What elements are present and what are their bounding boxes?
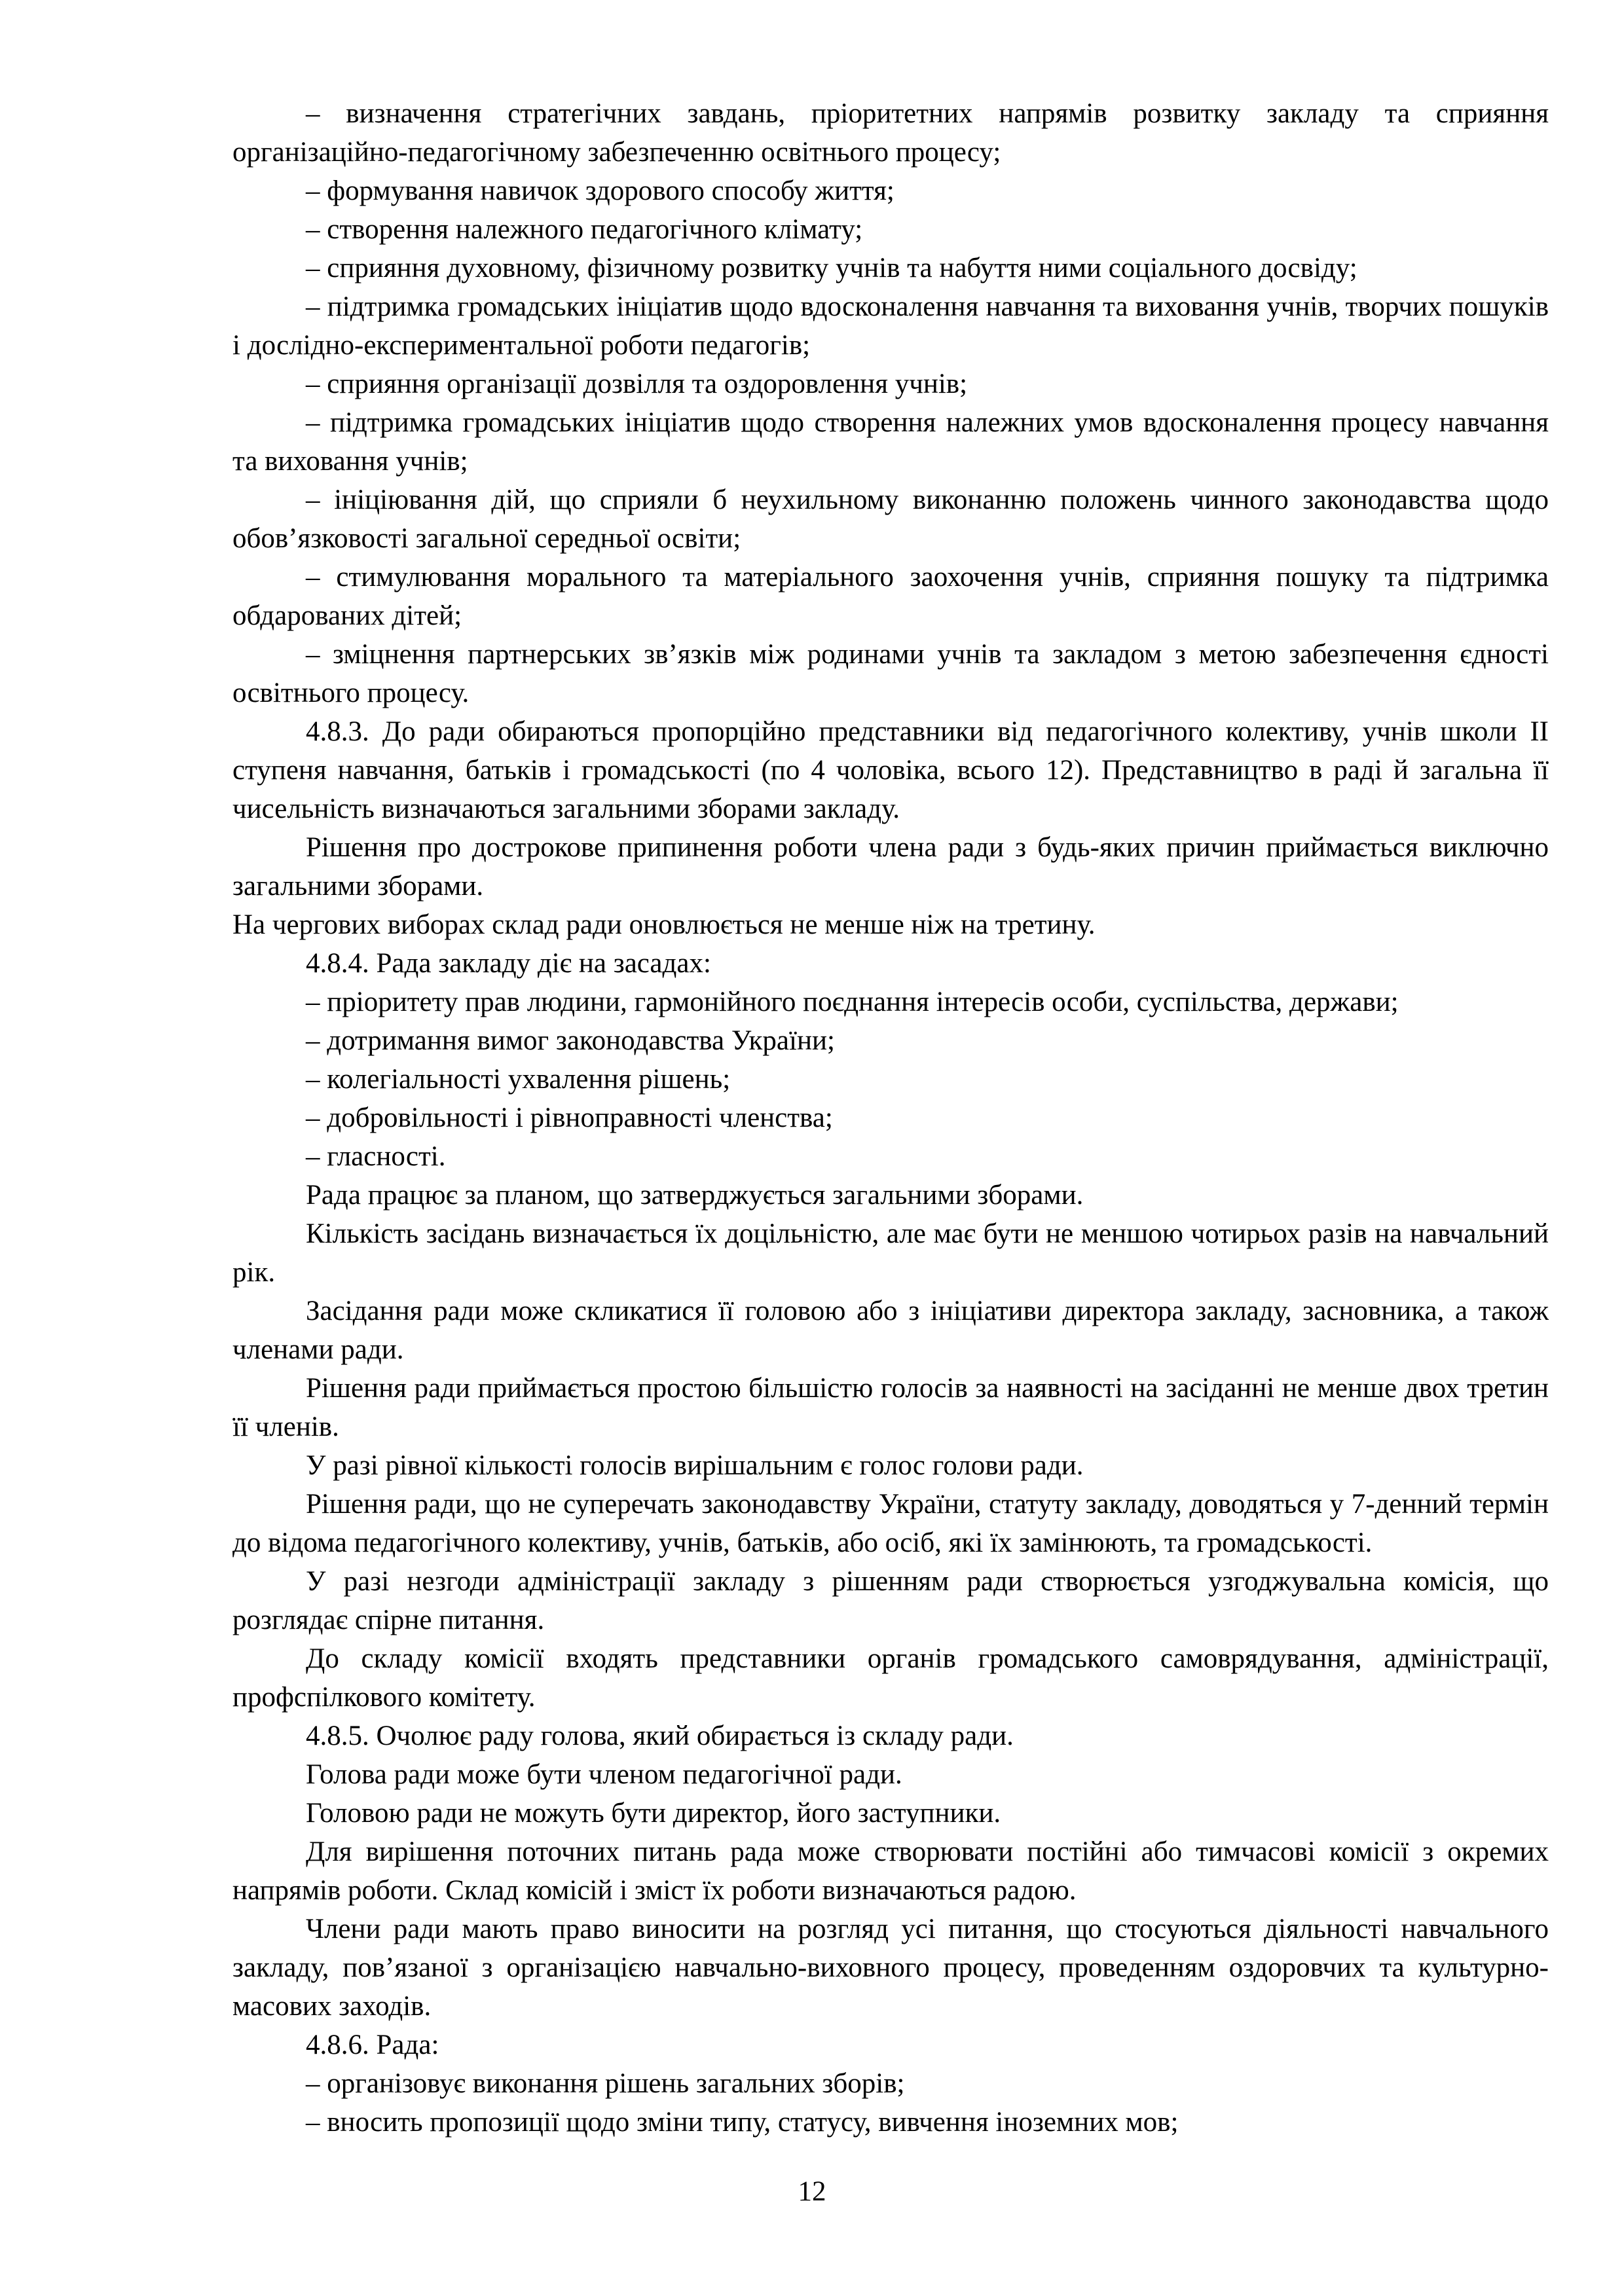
- paragraph: – вносить пропозиції щодо зміни типу, статусу, вивчення іноземних мов;: [306, 2107, 1179, 2138]
- paragraph: – стимулювання морального та матеріального заохочення учнів, сприяння пошуку та підтримка обдарованих дітей;: [232, 562, 1549, 631]
- paragraph: Рішення про дострокове припинення роботи члена ради з будь-яких причин приймається виключно загальними зборами.: [232, 832, 1549, 902]
- paragraph: У разі незгоди адміністрації закладу з рішенням ради створюється узгоджувальна комісія, що розглядає спірне питання.: [232, 1566, 1549, 1635]
- paragraph: – формування навичок здорового способу життя;: [306, 175, 895, 206]
- paragraph: Головою ради не можуть бути директор, його заступники.: [306, 1798, 1001, 1829]
- page-number: 12: [798, 2176, 826, 2207]
- paragraph: Рішення ради приймається простою більшістю голосів за наявності на засіданні не менше двох третин її членів.: [232, 1373, 1549, 1442]
- paragraph: На чергових виборах склад ради оновлюється не менше ніж на третину.: [232, 909, 1096, 940]
- paragraph: – пріоритету прав людини, гармонійного поєднання інтересів особи, суспільства, держави;: [306, 987, 1399, 1017]
- paragraph: Рішення ради, що не суперечать законодавству України, статуту закладу, доводяться у 7-денний термін до відома педагогічного колективу, учнів, батьків, або осіб, які їх замінюють, та громадськості.: [232, 1489, 1549, 1558]
- paragraph: Засідання ради може скликатися її головою або з ініціативи директора закладу, засновника, а також членами ради.: [232, 1296, 1549, 1365]
- paragraph: – колегіальності ухвалення рішень;: [306, 1064, 731, 1095]
- paragraph: Кількість засідань визначається їх доцільністю, але має бути не меншою чотирьох разів на навчальний рік.: [232, 1218, 1549, 1288]
- paragraph: – ініціювання дій, що сприяли б неухильному виконанню положень чинного законодавства щодо обов’язковості загальної середньої освіти;: [232, 484, 1549, 554]
- paragraph: – дотримання вимог законодавства України;: [306, 1025, 835, 1056]
- document-body: [232, 94, 1549, 2141]
- paragraph: – організовує виконання рішень загальних зборів;: [306, 2068, 905, 2099]
- paragraph: – добровільності і рівноправності членства;: [306, 1102, 833, 1133]
- paragraph: – створення належного педагогічного клімату;: [306, 214, 863, 245]
- paragraph: У разі рівної кількості голосів вирішальним є голос голови ради.: [306, 1450, 1084, 1481]
- paragraph: 4.8.6. Рада:: [306, 2030, 439, 2060]
- paragraph: – сприяння духовному, фізичному розвитку учнів та набуття ними соціального досвіду;: [306, 253, 1357, 283]
- paragraph: – сприяння організації дозвілля та оздоровлення учнів;: [306, 369, 968, 399]
- paragraph: Члени ради мають право виносити на розгляд усі питання, що стосуються діяльності навчального закладу, пов’язаної з організацією навчально-виховного процесу, проведенням оздоровчих та культурно-масових заходів.: [232, 1914, 1549, 2022]
- paragraph: – визначення стратегічних завдань, пріоритетних напрямів розвитку закладу та сприяння організаційно-педагогічному забезпеченню освітнього процесу;: [232, 98, 1549, 168]
- paragraph: Для вирішення поточних питань рада може створювати постійні або тимчасові комісії з окремих напрямів роботи. Склад комісій і зміст їх роботи визначаються радою.: [232, 1836, 1549, 1906]
- paragraph: 4.8.5. Очолює раду голова, який обирається із складу ради.: [306, 1721, 1014, 1751]
- paragraph: – підтримка громадських ініціатив щодо вдосконалення навчання та виховання учнів, творчих пошуків і дослідно-експериментальної роботи педагогів;: [232, 291, 1549, 361]
- paragraph: 4.8.4. Рада закладу діє на засадах:: [306, 948, 711, 979]
- paragraph: – зміцнення партнерських зв’язків між родинами учнів та закладом з метою забезпечення єдності освітнього процесу.: [232, 639, 1549, 708]
- paragraph: Голова ради може бути членом педагогічної ради.: [306, 1759, 902, 1790]
- paragraph: 4.8.3. До ради обираються пропорційно представники від педагогічного колективу, учнів школи ІІ ступеня навчання, батьків і громадськості (по 4 чоловіка, всього 12). Представництво в раді й загальна її чисельність визначаються загальними зборами закладу.: [232, 716, 1549, 824]
- paragraph: – гласності.: [306, 1141, 446, 1172]
- paragraph: Рада працює за планом, що затверджується загальними зборами.: [306, 1180, 1084, 1211]
- paragraph: До складу комісії входять представники органів громадського самоврядування, адміністрації, профспілкового комітету.: [232, 1643, 1549, 1713]
- paragraph: – підтримка громадських ініціатив щодо створення належних умов вдосконалення процесу навчання та виховання учнів;: [232, 407, 1549, 477]
